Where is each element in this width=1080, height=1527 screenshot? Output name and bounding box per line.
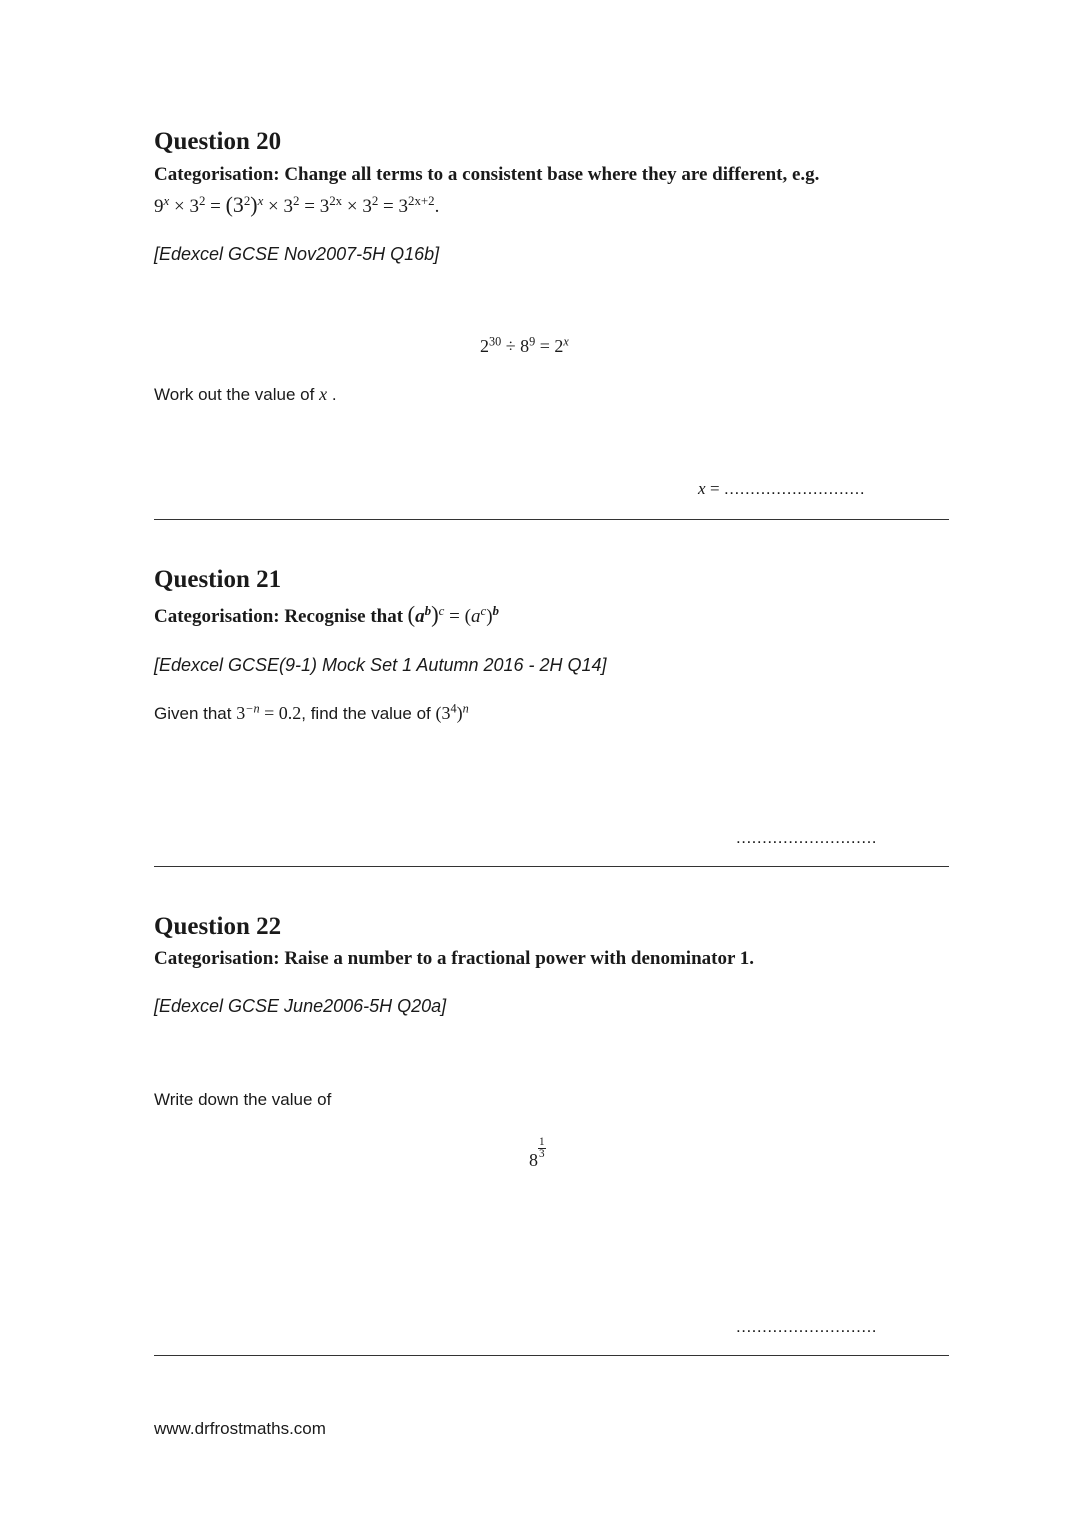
question-22-instruction: Write down the value of	[154, 1090, 332, 1109]
question-20-answer-line: x = ...........................	[698, 479, 866, 498]
divider	[154, 1355, 949, 1356]
question-22-categorisation: Categorisation: Raise a number to a fractional power with denominator 1.	[154, 948, 755, 969]
footer-url[interactable]: www.drfrostmaths.com	[154, 1419, 326, 1438]
question-21-answer-dots[interactable]: ...........................	[736, 828, 878, 847]
question-20-categorisation: Categorisation: Change all terms to a consistent base where they are different, e.g.	[154, 164, 820, 185]
question-20-instruction: Work out the value of x .	[154, 384, 337, 404]
question-21-identity: $(a^b)^c = (a^c)^b$	[407, 602, 499, 627]
question-20-equation: $2^{30} \div 8^9 = 2^x$	[480, 334, 569, 356]
question-20-citation: [Edexcel GCSE Nov2007-5H Q16b]	[154, 244, 440, 264]
question-21-citation: [Edexcel GCSE(9-1) Mock Set 1 Autumn 2016 - 2H Q14]	[154, 655, 607, 675]
question-20-example: $9^x \times 3^2 = (3^2)^x \times 3^2 = 3^{2x} \times 3^2 = 3^{2x+2}$.	[154, 192, 440, 217]
divider	[154, 866, 949, 867]
question-21-categorisation: Categorisation: Recognise that $(a^b)^c = (a^c)^b$	[154, 602, 499, 627]
question-22-expression: 8 $\frac{1}{3}$	[529, 1136, 545, 1170]
question-22-title: Question 22	[154, 913, 282, 940]
question-20-title: Question 20	[154, 128, 282, 155]
divider	[154, 519, 949, 520]
question-20-answer-dots[interactable]: ...........................	[724, 479, 866, 498]
question-22-answer-dots[interactable]: ...........................	[736, 1317, 878, 1336]
question-21-title: Question 21	[154, 566, 282, 593]
question-22-citation: [Edexcel GCSE June2006-5H Q20a]	[154, 996, 447, 1016]
question-21-given: Given that $3^{-n} = 0.2$, find the value of $(3^4)^n$	[154, 701, 469, 723]
